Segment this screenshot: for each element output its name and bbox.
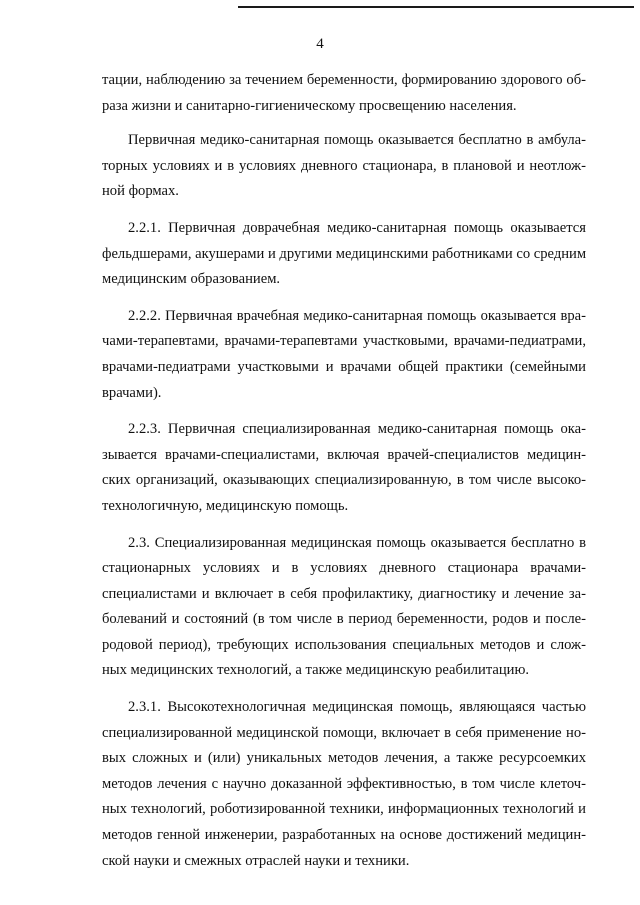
text-line: 2.2.2. Первичная врачебная медико-санитарная помощь оказывается вра-	[128, 307, 586, 324]
text-line: ной формах.	[102, 183, 179, 200]
text-line: специализированной медицинской помощи, включает в себя применение но-	[102, 724, 586, 741]
text-line: технологичную, медицинскую помощь.	[102, 497, 349, 514]
text-line: врачами-педиатрами участковыми и врачами общей практики (семейными	[102, 358, 586, 375]
text-line: 2.2.1. Первичная доврачебная медико-санитарная помощь оказывается	[128, 219, 586, 236]
text-line: стационарных условиях и в условиях дневного стационара врачами-	[102, 560, 586, 577]
text-line: зывается врачами-специалистами, включая врачей-специалистов медицин-	[102, 446, 586, 463]
text-line: ных медицинских технологий, а также медицинскую реабилитацию.	[102, 662, 530, 679]
paragraph	[102, 128, 586, 205]
document-body	[102, 68, 586, 885]
text-line: ных технологий, роботизированной техники, информационных технологий и	[102, 801, 586, 818]
text-line: чами-терапевтами, врачами-терапевтами участковыми, врачами-педиатрами,	[102, 333, 586, 350]
paragraph	[102, 417, 586, 519]
paragraph	[102, 695, 586, 874]
text-line: 2.2.3. Первичная специализированная медико-санитарная помощь ока-	[128, 421, 586, 438]
text-line: торных условиях и в условиях дневного стационара, в плановой и неотлож-	[102, 157, 586, 174]
paragraph	[102, 531, 586, 685]
text-line: врачами).	[102, 384, 162, 401]
text-line: методов лечения с научно доказанной эффективностью, в том числе клеточ-	[102, 775, 586, 792]
scan-edge-line	[238, 6, 634, 8]
text-line: ской науки и смежных отраслей науки и техники.	[102, 852, 410, 869]
text-line: Первичная медико-санитарная помощь оказывается бесплатно в амбула-	[128, 132, 586, 149]
paragraph	[102, 216, 586, 293]
text-line: специалистами и включает в себя профилактику, диагностику и лечение за-	[102, 585, 586, 602]
text-line: ских организаций, оказывающих специализированную, в том числе высоко-	[102, 472, 586, 489]
text-line: родовой период), требующих использования специальных методов и слож-	[102, 636, 586, 653]
text-line: 2.3.1. Высокотехнологичная медицинская помощь, являющаяся частью	[128, 699, 586, 716]
paragraph	[102, 304, 586, 406]
text-line: раза жизни и санитарно-гигиеническому просвещению населения.	[102, 97, 517, 114]
text-line: 2.3. Специализированная медицинская помощь оказывается бесплатно в	[128, 534, 586, 551]
text-line: вых сложных и (или) уникальных методов лечения, а также ресурсоемких	[102, 750, 586, 767]
page-number: 4	[316, 36, 324, 52]
paragraph	[102, 68, 586, 119]
text-line: методов генной инженерии, разработанных на основе достижений медицин-	[102, 827, 586, 844]
text-line: фельдшерами, акушерами и другими медицинскими работниками со средним	[102, 245, 586, 262]
text-line: болеваний и состояний (в том числе в период беременности, родов и после-	[102, 611, 586, 628]
text-line: медицинским образованием.	[102, 271, 281, 288]
text-line: тации, наблюдению за течением беременности, формированию здорового об-	[102, 72, 586, 88]
